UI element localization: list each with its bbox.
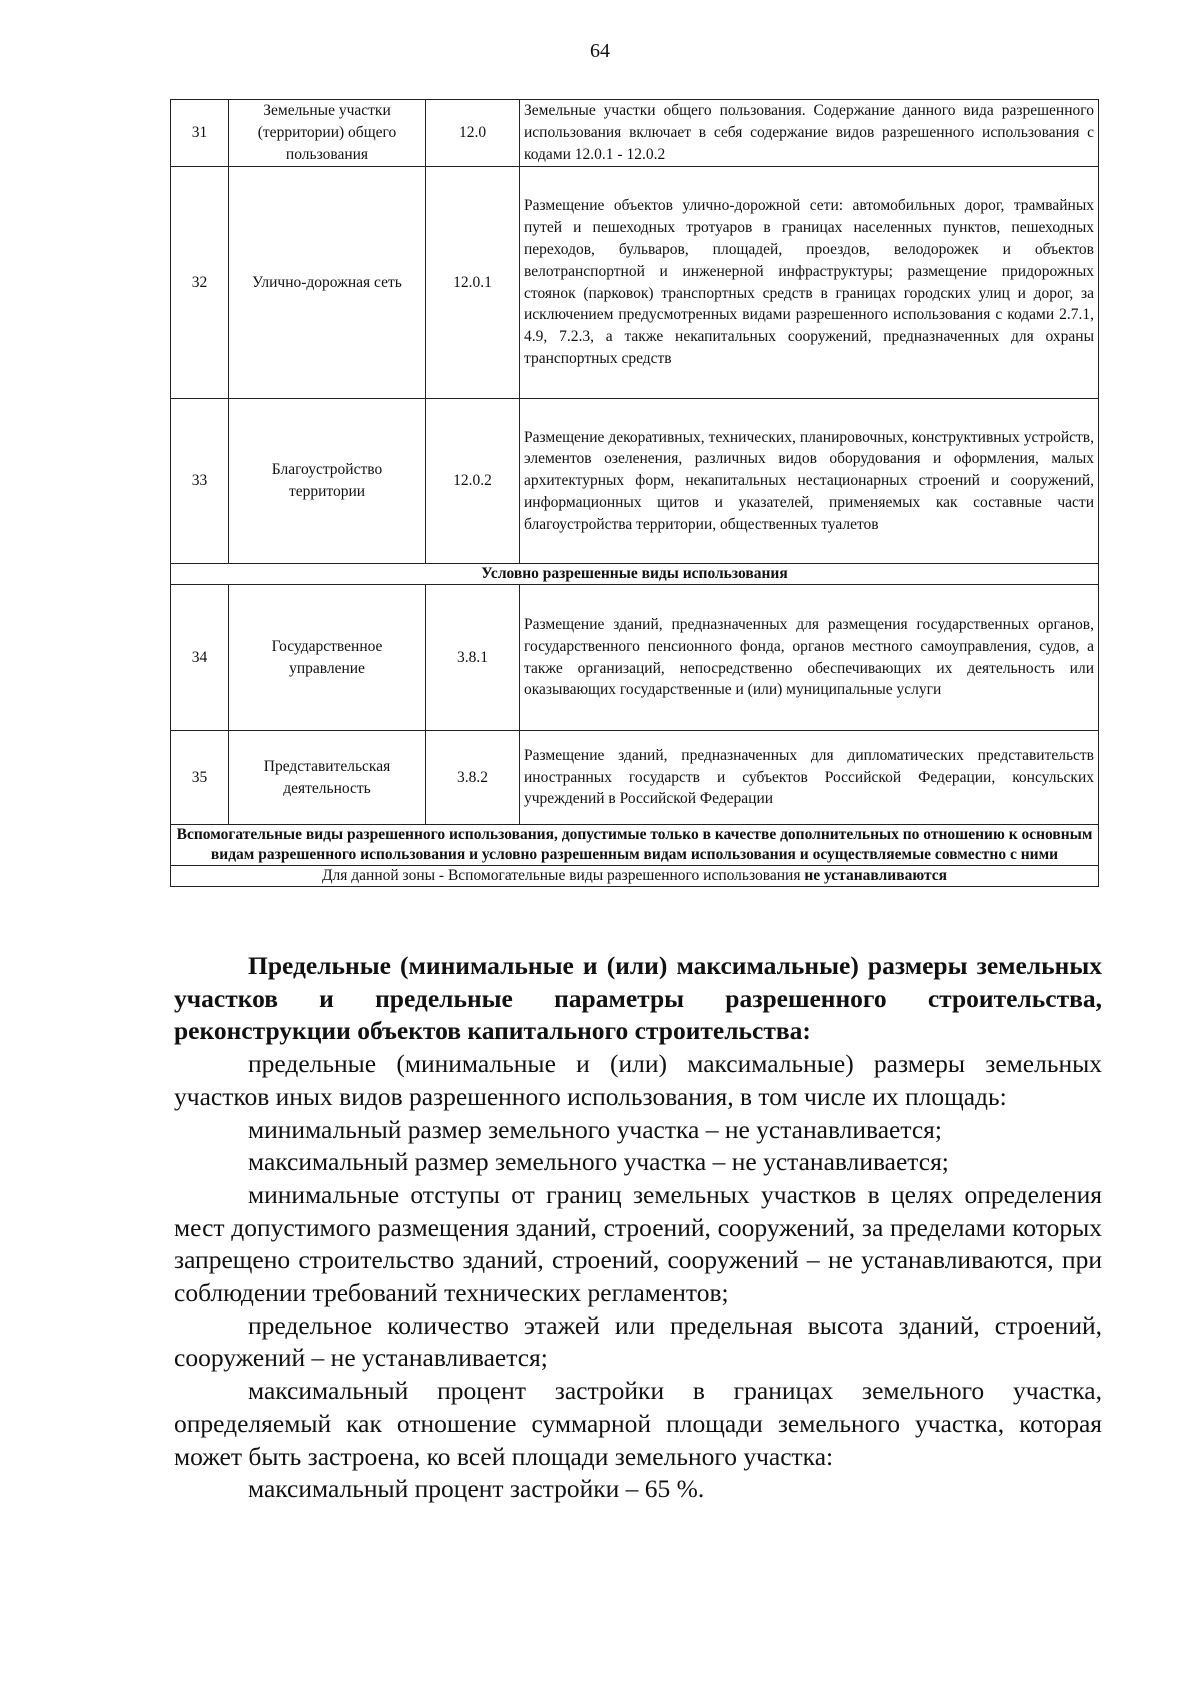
table-row [171,585,1099,731]
parameter-paragraph: минимальные отступы от границ земельных участков в целях определения мест допустимого размещения зданий, строений, сооружений, за пределами которых запрещено строительство зданий, строений, сооружений – не устанавливаются, при соблюдении требований технических регламентов; [174,1179,1102,1308]
auxiliary-note-text: Для данной зоны - Вспомогательные виды разрешенного использования [321,867,801,884]
parameter-paragraph: предельные (минимальные и (или) максимальные) размеры земельных участков иных видов разрешенного использования, в том числе их площадь: [174,1049,1102,1111]
page-number: 64 [590,40,610,62]
use-type-description: Размещение объектов улично-дорожной сети: автомобильных дорог, трамвайных путей и пешеходных тротуаров в границах населенных пунктов, пешеходных переходов, бульваров, площадей, проездов, велодорожек и объектов велотранспортной и инженерной инфраструктуры; размещение придорожных стоянок (парковок) транспортных средств в границах городских улиц и дорог, за исключением предусмотренных видами разрешенного использования с кодами 2.7.1, 4.9, 7.2.3, а также некапитальных сооружений, предназначенных для охраны транспортных средств [520,167,1099,399]
use-type-name: Государственное управление [229,585,426,731]
parameter-paragraph: минимальный размер земельного участка – не устанавливается; [248,1114,942,1144]
auxiliary-uses-heading: Вспомогательные виды разрешенного использования, допустимые только в качестве дополнительных по отношению к основным видам разрешенного использования и условно разрешенным видам использования и осуществляемые совместно с ними [171,825,1099,866]
parameter-paragraph: максимальный процент застройки – 65 %. [248,1474,705,1504]
use-type-name: Улично-дорожная сеть [229,167,426,399]
row-number: 31 [171,100,229,167]
table-row [171,731,1099,825]
land-use-table [170,99,1099,887]
parameter-paragraph: максимальный размер земельного участка – не устанавливается; [248,1147,949,1177]
use-type-code: 12.0 [426,100,520,167]
use-type-code: 3.8.2 [426,731,520,825]
parameters-heading: Предельные (минимальные и (или) максимальные) размеры земельных участков и предельные параметры разрешенного строительства, реконструкции объектов капитального строительства: [174,951,1102,1046]
use-type-name: Представительская деятельность [229,731,426,825]
row-number: 32 [171,167,229,399]
parameter-paragraph: максимальный процент застройки в границах земельного участка, определяемый как отношение суммарной площади земельного участка, которая может быть застроена, ко всей площади земельного участка: [174,1376,1102,1471]
table-row [171,399,1099,564]
conditional-uses-heading: Условно разрешенные виды использования [171,564,1099,585]
section-header-row [171,564,1099,585]
section-header-row [171,825,1099,866]
use-type-description: Размещение зданий, предназначенных для размещения государственных органов, государственного пенсионного фонда, органов местного самоуправления, судов, а также организаций, непосредственно обеспечивающих их деятельность или оказывающих государственные и (или) муниципальные услуги [520,585,1099,731]
parameter-paragraph: предельное количество этажей или предельная высота зданий, строений, сооружений – не устанавливается; [174,1310,1102,1373]
row-number: 34 [171,585,229,731]
use-type-description: Земельные участки общего пользования. Содержание данного вида разрешенного использования включает в себя содержание видов разрешенного использования с кодами 12.0.1 - 12.0.2 [520,100,1099,167]
use-type-name: Благоустройство территории [229,399,426,564]
auxiliary-uses-note [171,866,1099,887]
auxiliary-note-emphasis: не устанавливаются [804,867,948,884]
use-type-description: Размещение зданий, предназначенных для дипломатических представительств иностранных государств и субъектов Российской Федерации, консульских учреждений в Российской Федерации [520,731,1099,825]
use-type-description: Размещение декоративных, технических, планировочных, конструктивных устройств, элементов озеленения, различных видов оборудования и оформления, малых архитектурных форм, некапитальных нестационарных строений и сооружений, информационных щитов и указателей, применяемых как составные части благоустройства территории, общественных туалетов [520,399,1099,564]
row-number: 35 [171,731,229,825]
use-type-code: 12.0.2 [426,399,520,564]
table-row [171,167,1099,399]
use-type-code: 3.8.1 [426,585,520,731]
use-type-code: 12.0.1 [426,167,520,399]
use-type-name: Земельные участки (территории) общего пользования [229,100,426,167]
row-number: 33 [171,399,229,564]
parameters-section [174,950,1102,1506]
note-row [171,866,1099,887]
table-row [171,100,1099,167]
